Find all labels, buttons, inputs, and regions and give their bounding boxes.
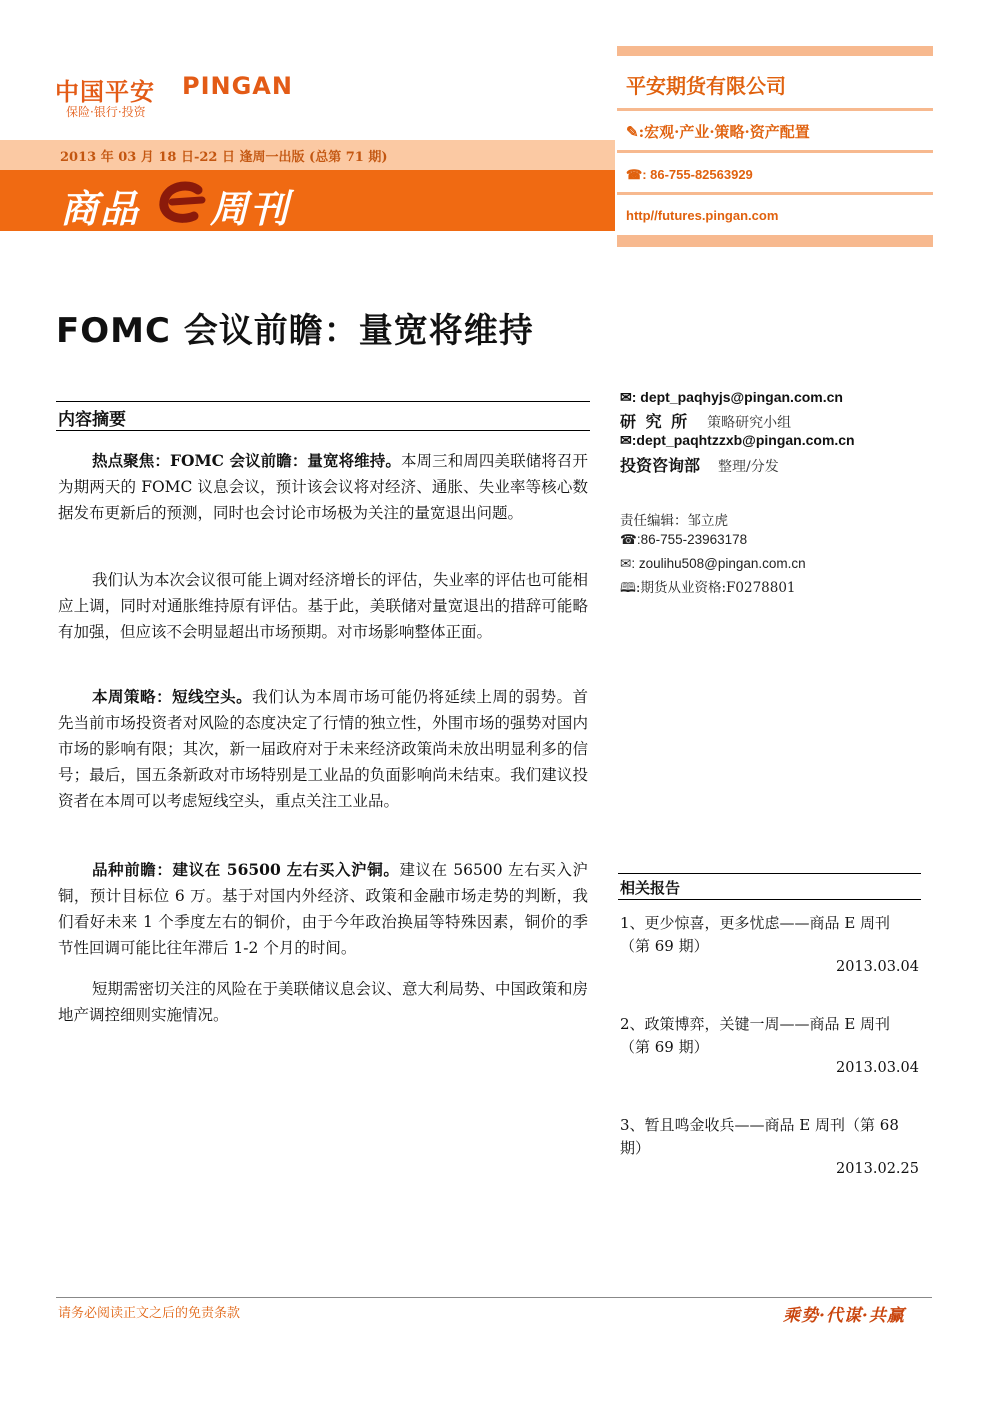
footer-disclaimer[interactable]: 请务必阅读正文之后的免责条款 [58,1306,241,1321]
panel-bar-4 [617,192,933,195]
summary-paragraph-5: 短期需密切关注的风险在于美联储议息会议、意大利局势、中国政策和房地产调控细则实施情况。 [58,980,589,1024]
mail-icon: ✉ [620,556,632,571]
related-item-1[interactable]: 1、更少惊喜，更多忧虑——商品 E 周刊（第 69 期） [620,914,891,955]
mail-icon: ✉ [620,432,632,448]
contact-email-2[interactable]: ✉:dept_paqhtzzxb@pingan.com.cn [620,432,855,448]
contact-email-1[interactable]: ✉: dept_paqhyjs@pingan.com.cn [620,389,843,405]
editor-phone: ☎:86-755-23963178 [620,532,748,547]
related-rule-bottom [618,899,921,900]
company-name: 平安期货有限公司 [626,74,786,98]
pen-icon: ✎ [626,123,639,141]
related-date-2: 2013.03.04 [835,1060,919,1076]
footer-rule [56,1297,932,1298]
summary-rule-top [56,401,590,402]
logo-cn: 中国平安 [55,78,155,106]
mail-icon: ✉ [620,389,632,405]
company-phone: ☎: 86-755-82563929 [626,167,753,182]
panel-bar-1 [617,46,933,56]
related-item-3[interactable]: 3、暂且鸣金收兵——商品 E 周刊（第 68 期） [620,1116,899,1157]
panel-bar-5 [617,235,933,247]
summary-paragraph-2: 我们认为本次会议很可能上调对经济增长的评估，失业率的评估也可能相应上调，同时对通胀维持原有评估。基于此，美联储对量宽退出的措辞可能略有加强，但应该不会明显超出市场预期。对市场影响整体正面。 [58,571,589,641]
panel-bar-3 [617,150,933,153]
page-title: FOMC 会议前瞻：量宽将维持 [56,311,534,351]
magazine-title-right: 周刊 [210,187,291,231]
phone-icon: ☎ [626,167,643,182]
magazine-title-left: 商品 [60,187,141,231]
footer-slogan: 乘势·代谋·共赢 [783,1306,905,1326]
panel-bar-2 [617,108,933,111]
company-tagline: ✎:宏观·产业·策略·资产配置 [626,123,810,141]
dept-research: 研 究 所 策略研究小组 [620,412,792,431]
logo-en: PINGAN [182,72,293,100]
editor-license: 🕮:期货从业资格:F0278801 [620,580,796,596]
editor-email[interactable]: ✉: zoulihu508@pingan.com.cn [620,556,806,571]
summary-paragraph-4: 品种前瞻：建议在 56500 左右买入沪铜。建议在 56500 左右买入沪铜，预计目标位 6 万。基于对国内外经济、政策和金融市场走势的判断，我们看好未来 1 个季度左右的铜价，由于今年政治换届等特殊因素，铜价的季节性回调可能比往年滞后 1-2 个月的时间。 [58,860,589,957]
e-logo-icon [158,180,212,224]
dept-advisory: 投资咨询部 整理/分发 [620,456,779,475]
related-date-1: 2013.03.04 [835,959,919,975]
summary-paragraph-1: 热点聚焦：FOMC 会议前瞻：量宽将维持。本周三和周四美联储将召开为期两天的 FOMC 议息会议，预计该会议将对经济、通胀、失业率等核心数据发布更新后的预测，同时也会讨论市场极为关注的量宽退出问题。 [58,451,588,522]
summary-paragraph-3: 本周策略：短线空头。我们认为本周市场可能仍将延续上周的弱势。首先当前市场投资者对风险的态度决定了行情的独立性，外围市场的强势对国内市场的影响有限；其次，新一届政府对于未来经济政策尚未放出明显利多的信号；最后，国五条新政对市场特别是工业品的负面影响尚未结束。我们建议投资者在本周可以考虑短线空头，重点关注工业品。 [58,687,588,810]
phone-icon: ☎ [620,532,637,547]
summary-heading: 内容摘要 [58,410,126,430]
related-item-2[interactable]: 2、政策博弈，关键一周——商品 E 周刊（第 69 期） [620,1015,891,1056]
logo-subtitle: 保险·银行·投资 [66,105,146,119]
editor-name: 责任编辑：邹立虎 [620,513,728,529]
related-date-3: 2013.02.25 [835,1161,919,1177]
related-heading: 相关报告 [620,879,681,897]
book-icon: 🕮 [620,580,636,596]
company-website[interactable]: http//futures.pingan.com [626,208,779,223]
issue-date-line: 2013 年 03 月 18 日-22 日 逢周一出版 (总第 71 期) [60,150,388,165]
related-rule-top [618,873,921,874]
summary-rule [56,430,590,431]
